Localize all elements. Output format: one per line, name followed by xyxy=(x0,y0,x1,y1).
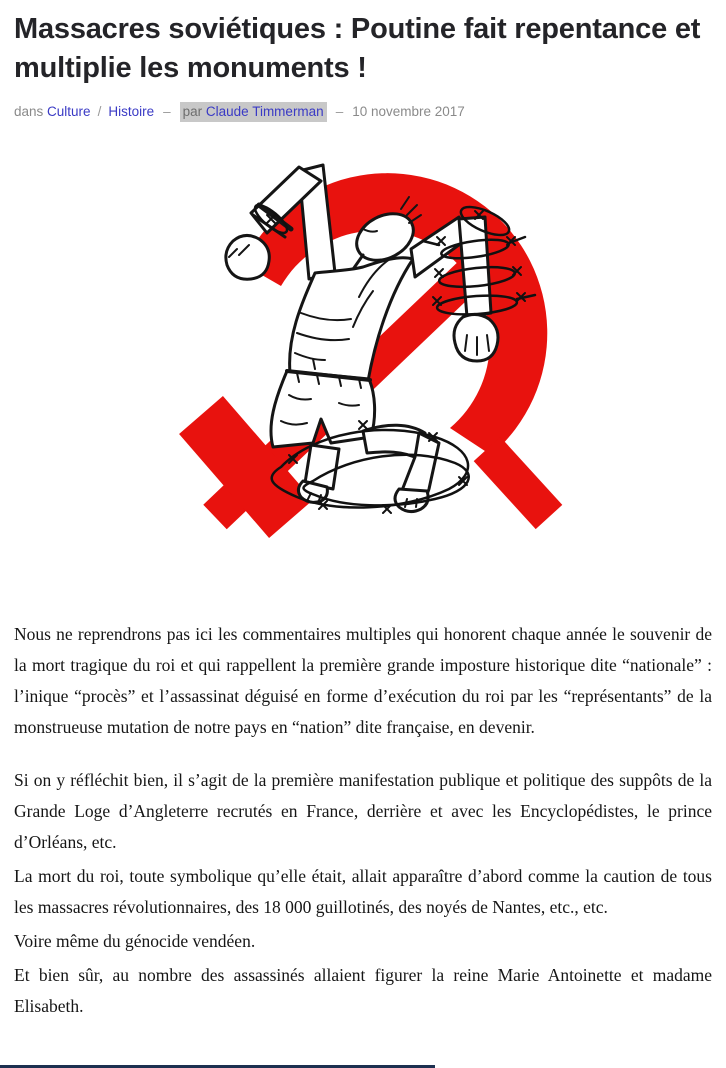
article-paragraph: La mort du roi, toute symbolique qu’elle était, allait apparaître d’abord comme la caution de tous les massacres révolutionnaires, des 18 000 guillotinés, des noyés de Nantes, etc., etc. xyxy=(14,866,712,917)
article-illustration xyxy=(163,137,563,597)
selected-byline xyxy=(180,102,327,122)
author-link[interactable]: Claude Timmerman xyxy=(205,104,324,119)
article-page xyxy=(0,10,726,1022)
article-body xyxy=(14,619,712,1022)
article-paragraph: Et bien sûr, au nombre des assassinés allaient figurer la reine Marie Antoinette et madame Elisabeth. xyxy=(14,965,712,1016)
article-title: Massacres soviétiques : Poutine fait repentance et multiplie les monuments ! xyxy=(14,13,701,84)
category-link-culture[interactable]: Culture xyxy=(47,104,91,119)
meta-in-label: dans xyxy=(14,104,44,119)
meta-dash-1: – xyxy=(163,104,171,119)
byline-prefix: par xyxy=(182,104,203,119)
meta-dash-2: – xyxy=(335,104,344,119)
article-paragraph: Voire même du génocide vendéen. xyxy=(14,931,256,951)
publish-date: 10 novembre 2017 xyxy=(352,104,465,119)
article-paragraph: Nous ne reprendrons pas ici les commentaires multiples qui honorent chaque année le souvenir de la mort tragique du roi et qui rappellent la première grande imposture historique dite “nationale” : l’inique “procès” et l’assassinat déguisé en forme d’exécution du roi par les “représentants” de la monstrueuse mutation de notre pays en “nation” dite française, en devenir. xyxy=(14,624,712,737)
article-paragraph: Si on y réfléchit bien, il s’agit de la première manifestation publique et politique des suppôts de la Grande Loge d’Angleterre recrutés en France, derrière et avec les Encyclopédistes, le prince d’Orléans, etc. xyxy=(14,770,712,852)
category-link-histoire[interactable]: Histoire xyxy=(108,104,155,119)
article-meta xyxy=(14,104,712,119)
meta-separator: / xyxy=(97,104,102,119)
